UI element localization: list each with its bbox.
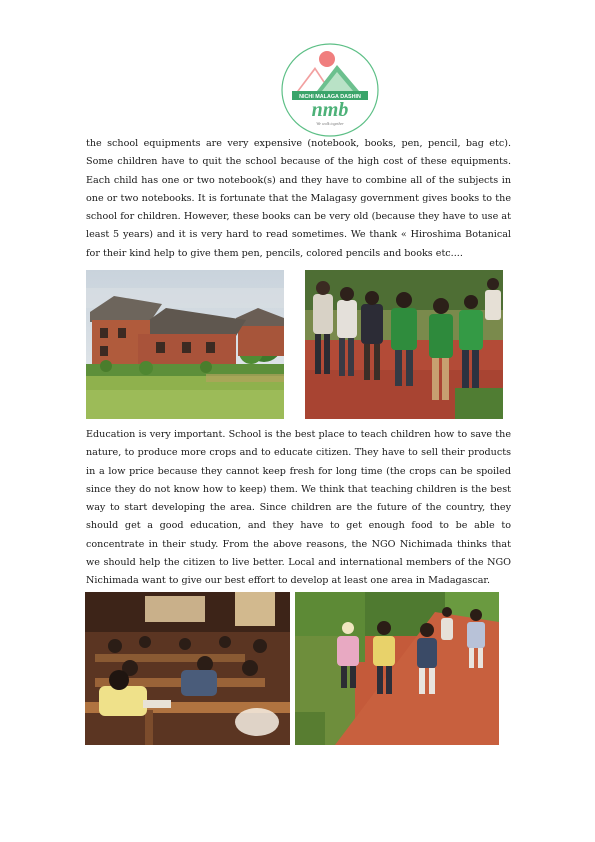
children-group-photo — [305, 270, 503, 419]
svg-text:nmb: nmb — [311, 99, 349, 121]
body-paragraph-1: the school equipments are very expensive (notebook, books, pen, pencil, bag etc). Some children have to quit the school because of the high cost of these equipments. Each child has one or two notebook(s) and they have to combine all of the subjects in one or two notebooks. It is fortunate that the Malagasy government gives books to the school for children. However, these books can be very old (because they have to use at least 5 years) and it is very hard to read sometimes. We thank « Hiroshima Botanical for their kind help to give them pen, pencils, colored pencils and books etc.... — [86, 138, 511, 259]
svg-text:NICHI MALAGA DASHIN: NICHI MALAGA DASHIN — [299, 94, 361, 100]
brick-house-photo — [86, 270, 284, 419]
nichimada-logo — [281, 43, 379, 137]
classroom-photo — [85, 592, 290, 745]
svg-text:We walk together: We walk together — [316, 121, 344, 126]
children-walking-photo — [295, 592, 499, 745]
sun-icon — [319, 51, 335, 67]
body-paragraph-2: Education is very important. School is the best place to teach children how to save the nature, to produce more crops and to educate citizen. They have to sell their products in a low price because they cannot keep fresh for long time (the crops can be spoiled since they do not know how to keep) them. We think that teaching children is the best way to start developing the area. Since children are the future of the country, they should get a good education, and they have to get enough food to be able to concentrate in their study. From the above reasons, the NGO Nichimada thinks that we should help the citizen to live better. Local and international members of the NGO Nichimada want to give our best effort to develop at least one area in Madagascar. — [86, 429, 511, 587]
